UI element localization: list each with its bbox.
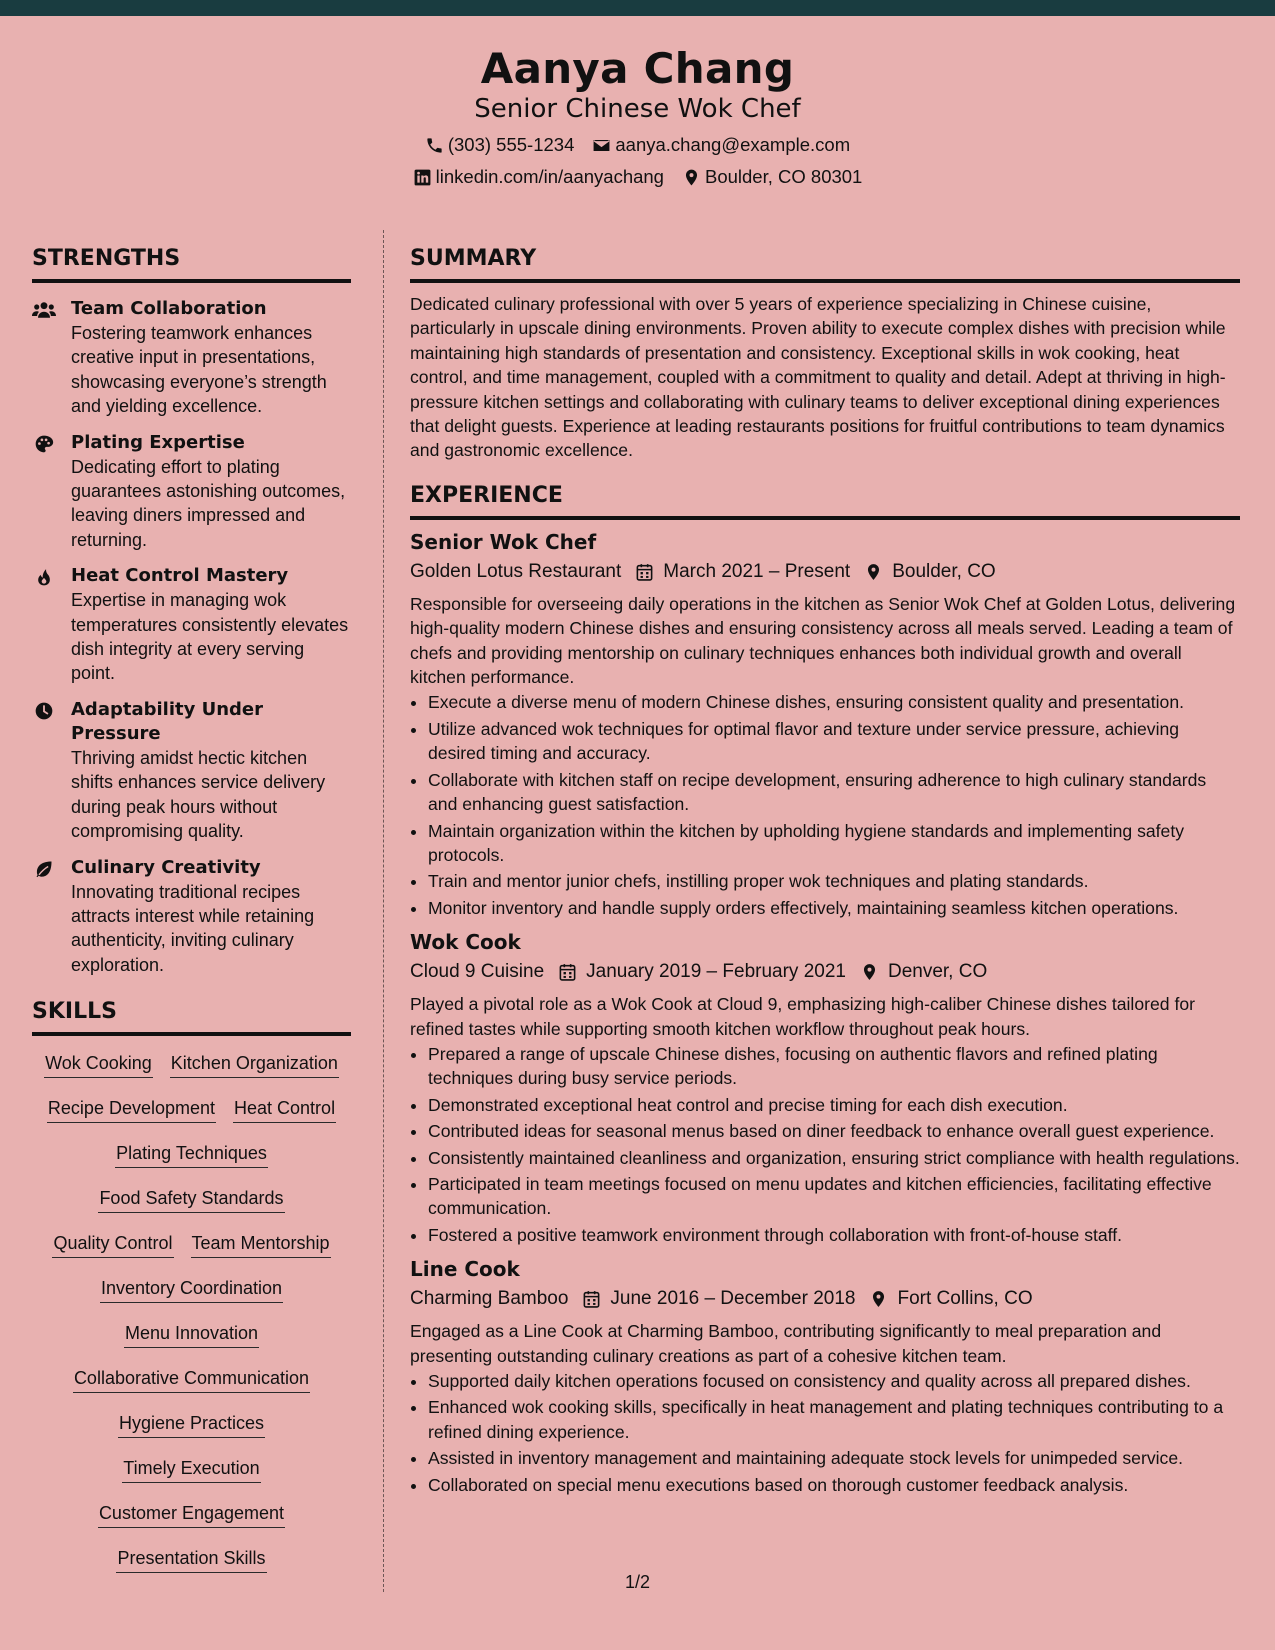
job-meta [410, 557, 1240, 587]
linkedin-contact[interactable] [413, 166, 664, 188]
email-contact[interactable] [592, 134, 850, 156]
job-role: Wok Cook [410, 930, 521, 955]
envelope-icon [592, 136, 611, 155]
job-dates: January 2019 – February 2021 [586, 961, 846, 983]
list-item: • Prepared a range of upscale Chinese dishes, focusing on authentic flavors and refined plating techniques during busy service periods. [428, 1042, 1240, 1091]
job-location: Boulder, CO [892, 560, 996, 582]
map-pin-icon [869, 1289, 888, 1309]
strength-desc: Thriving amidst hectic kitchen shifts enhances service delivery during peak hours without compromising quality. [71, 747, 326, 842]
candidate-title: Senior Chinese Wok Chef [474, 94, 801, 124]
job-description: Engaged as a Line Cook at Charming Bamboo, contributing significantly to meal preparation and presenting outstanding culinary creations as part of a cohesive kitchen team. [410, 1321, 1162, 1366]
job-bullets [410, 690, 1240, 920]
job-company: Golden Lotus Restaurant [410, 560, 622, 582]
job-dates: March 2021 – Present [663, 560, 851, 582]
list-item: • Train and mentor junior chefs, instilling proper wok techniques and plating standards. [428, 869, 1240, 893]
page-number: 1/2 [624, 1572, 651, 1592]
skill-row [32, 1095, 351, 1140]
skill-tag: Menu Innovation [124, 1320, 259, 1348]
strength-title: Plating Expertise [71, 431, 245, 453]
phone-icon [425, 136, 444, 155]
skills-list [32, 1050, 351, 1590]
skill-tag: Timely Execution [122, 1455, 260, 1483]
clock-icon [32, 701, 56, 721]
skill-tag: Team Mentorship [191, 1230, 331, 1258]
job-company: Charming Bamboo [410, 1288, 569, 1310]
map-pin-icon [864, 562, 883, 582]
experience-heading: EXPERIENCE [410, 481, 1240, 520]
top-accent-bar [0, 0, 1275, 16]
strength-title: Culinary Creativity [71, 856, 261, 878]
list-item: • Supported daily kitchen operations focused on consistency and quality across all prepared dishes. [428, 1369, 1240, 1393]
skill-row [32, 1455, 351, 1500]
skill-row [32, 1410, 351, 1455]
job-location: Fort Collins, CO [897, 1288, 1033, 1310]
leaf-icon [32, 859, 56, 879]
list-item: • Execute a diverse menu of modern Chinese dishes, ensuring consistent quality and presentation. [428, 690, 1240, 714]
strengths-heading: STRENGTHS [32, 244, 351, 283]
map-pin-icon [860, 962, 879, 982]
skill-tag: Quality Control [52, 1230, 173, 1258]
skill-row [32, 1050, 351, 1095]
skill-tag: Hygiene Practices [118, 1410, 265, 1438]
map-pin-icon [682, 168, 701, 187]
skill-tag: Wok Cooking [44, 1050, 153, 1078]
right-column [410, 244, 1240, 1499]
skill-tag: Recipe Development [47, 1095, 216, 1123]
job-bullets [410, 1042, 1240, 1247]
strength-item [32, 856, 351, 978]
calendar-icon [558, 962, 577, 982]
list-item: • Enhanced wok cooking skills, specifically in heat management and plating techniques contributing to a refined dining experience. [428, 1395, 1240, 1444]
strength-desc: Innovating traditional recipes attracts interest while retaining authenticity, inviting culinary exploration. [71, 881, 315, 975]
skill-tag: Kitchen Organization [170, 1050, 339, 1078]
list-item: • Demonstrated exceptional heat control and precise timing for each dish execution. [428, 1093, 1240, 1117]
job-location: Denver, CO [887, 961, 988, 983]
phone-number: (303) 555-1234 [447, 134, 575, 155]
strength-desc: Fostering teamwork enhances creative input in presentations, showcasing everyone’s strength and yielding excellence. [71, 323, 327, 417]
phone-contact [425, 134, 575, 156]
skill-row [32, 1275, 351, 1320]
summary-heading: SUMMARY [410, 244, 1240, 283]
skill-row [32, 1500, 351, 1545]
strength-item [32, 698, 351, 844]
summary-text: Dedicated culinary professional with over 5 years of experience specializing in Chinese cuisine, particularly in upscale dining environments. Proven ability to execute complex dishes with precision while maintaining high standards of presentation and consistency. Exceptional skills in wok cooking, heat control, and time management, coupled with a commitment to quality and detail. Adept at thriving in high-pressure kitchen settings and collaborating with culinary teams to deliver exceptional dining experiences that delight guests. Experience at leading restaurants positions for fruitful contributions to team dynamics and gastronomic excellence. [410, 294, 1226, 461]
strength-item [32, 564, 351, 686]
left-column [32, 244, 351, 1590]
email-address[interactable]: aanya.chang@example.com [615, 134, 851, 155]
users-icon [32, 300, 56, 320]
skill-tag: Customer Engagement [98, 1500, 285, 1528]
job-entry [410, 928, 1240, 1247]
job-meta [410, 1284, 1240, 1314]
calendar-icon [635, 562, 654, 582]
list-item: • Fostered a positive teamwork environment through collaboration with front-of-house staff. [428, 1223, 1240, 1247]
job-role: Line Cook [410, 1257, 520, 1282]
job-company: Cloud 9 Cuisine [410, 961, 545, 983]
strength-title: Heat Control Mastery [71, 565, 289, 587]
strength-title: Adaptability Under Pressure [71, 698, 263, 744]
linkedin-url[interactable]: linkedin.com/in/aanyachang [435, 166, 664, 187]
list-item: • Contributed ideas for seasonal menus based on diner feedback to enhance overall guest experience. [428, 1119, 1240, 1143]
strength-desc: Dedicating effort to plating guarantees astonishing outcomes, leaving diners impressed and returning. [71, 456, 346, 550]
resume-header [0, 16, 1275, 204]
job-description: Responsible for overseeing daily operations in the kitchen as Senior Wok Chef at Golden Lotus, delivering high-quality modern Chinese dishes and ensuring consistency across all meals served. Leading a team of chefs and providing mentorship on culinary techniques enhances both individual growth and overall kitchen performance. [410, 593, 1236, 688]
list-item: • Collaborate with kitchen staff on recipe development, ensuring adherence to high culinary standards and enhancing guest satisfaction. [428, 768, 1240, 817]
contact-row-1 [0, 134, 1275, 156]
skill-row [32, 1365, 351, 1410]
skill-tag: Presentation Skills [116, 1545, 266, 1573]
skill-tag: Collaborative Communication [73, 1365, 310, 1393]
skill-tag: Plating Techniques [115, 1140, 268, 1168]
list-item: • Consistently maintained cleanliness and organization, ensuring strict compliance with health regulations. [428, 1146, 1240, 1170]
strength-item [32, 431, 351, 553]
fire-icon [32, 567, 56, 587]
job-role: Senior Wok Chef [410, 529, 597, 554]
list-item: • Utilize advanced wok techniques for optimal flavor and texture under service pressure, achieving desired timing and accuracy. [428, 717, 1240, 766]
linkedin-icon [413, 168, 432, 187]
skill-row [32, 1230, 351, 1275]
job-entry [410, 528, 1240, 920]
list-item: • Monitor inventory and handle supply orders effectively, maintaining seamless kitchen operations. [428, 896, 1240, 920]
strength-desc: Expertise in managing wok temperatures consistently elevates dish integrity at every serving point. [71, 590, 349, 684]
location-contact [682, 166, 862, 188]
skill-row [32, 1185, 351, 1230]
skill-tag: Inventory Coordination [100, 1275, 283, 1303]
job-bullets [410, 1369, 1240, 1497]
job-meta [410, 957, 1240, 987]
calendar-icon [582, 1289, 601, 1309]
list-item: • Participated in team meetings focused on menu updates and kitchen efficiencies, facilitating effective communication. [428, 1172, 1240, 1221]
skill-tag: Heat Control [233, 1095, 336, 1123]
job-entry [410, 1255, 1240, 1497]
job-description: Played a pivotal role as a Wok Cook at Cloud 9, emphasizing high-caliber Chinese dishes tailored for refined tastes while supporting smooth kitchen workflow throughout peak hours. [410, 994, 1195, 1039]
location-text: Boulder, CO 80301 [704, 166, 863, 187]
strength-item [32, 297, 351, 419]
skill-row [32, 1140, 351, 1185]
list-item: • Assisted in inventory management and maintaining adequate stock levels for unimpeded service. [428, 1446, 1240, 1470]
list-item: • Collaborated on special menu executions based on thorough customer feedback analysis. [428, 1473, 1240, 1497]
job-dates: June 2016 – December 2018 [610, 1288, 856, 1310]
candidate-name: Aanya Chang [480, 44, 795, 93]
list-item: • Maintain organization within the kitchen by upholding hygiene standards and implementing safety protocols. [428, 819, 1240, 868]
skill-row [32, 1320, 351, 1365]
strength-title: Team Collaboration [71, 298, 267, 319]
contact-row-2 [0, 166, 1275, 188]
skills-heading: SKILLS [32, 997, 351, 1036]
column-divider [383, 230, 384, 1592]
palette-icon [32, 434, 56, 454]
skill-tag: Food Safety Standards [98, 1185, 284, 1213]
